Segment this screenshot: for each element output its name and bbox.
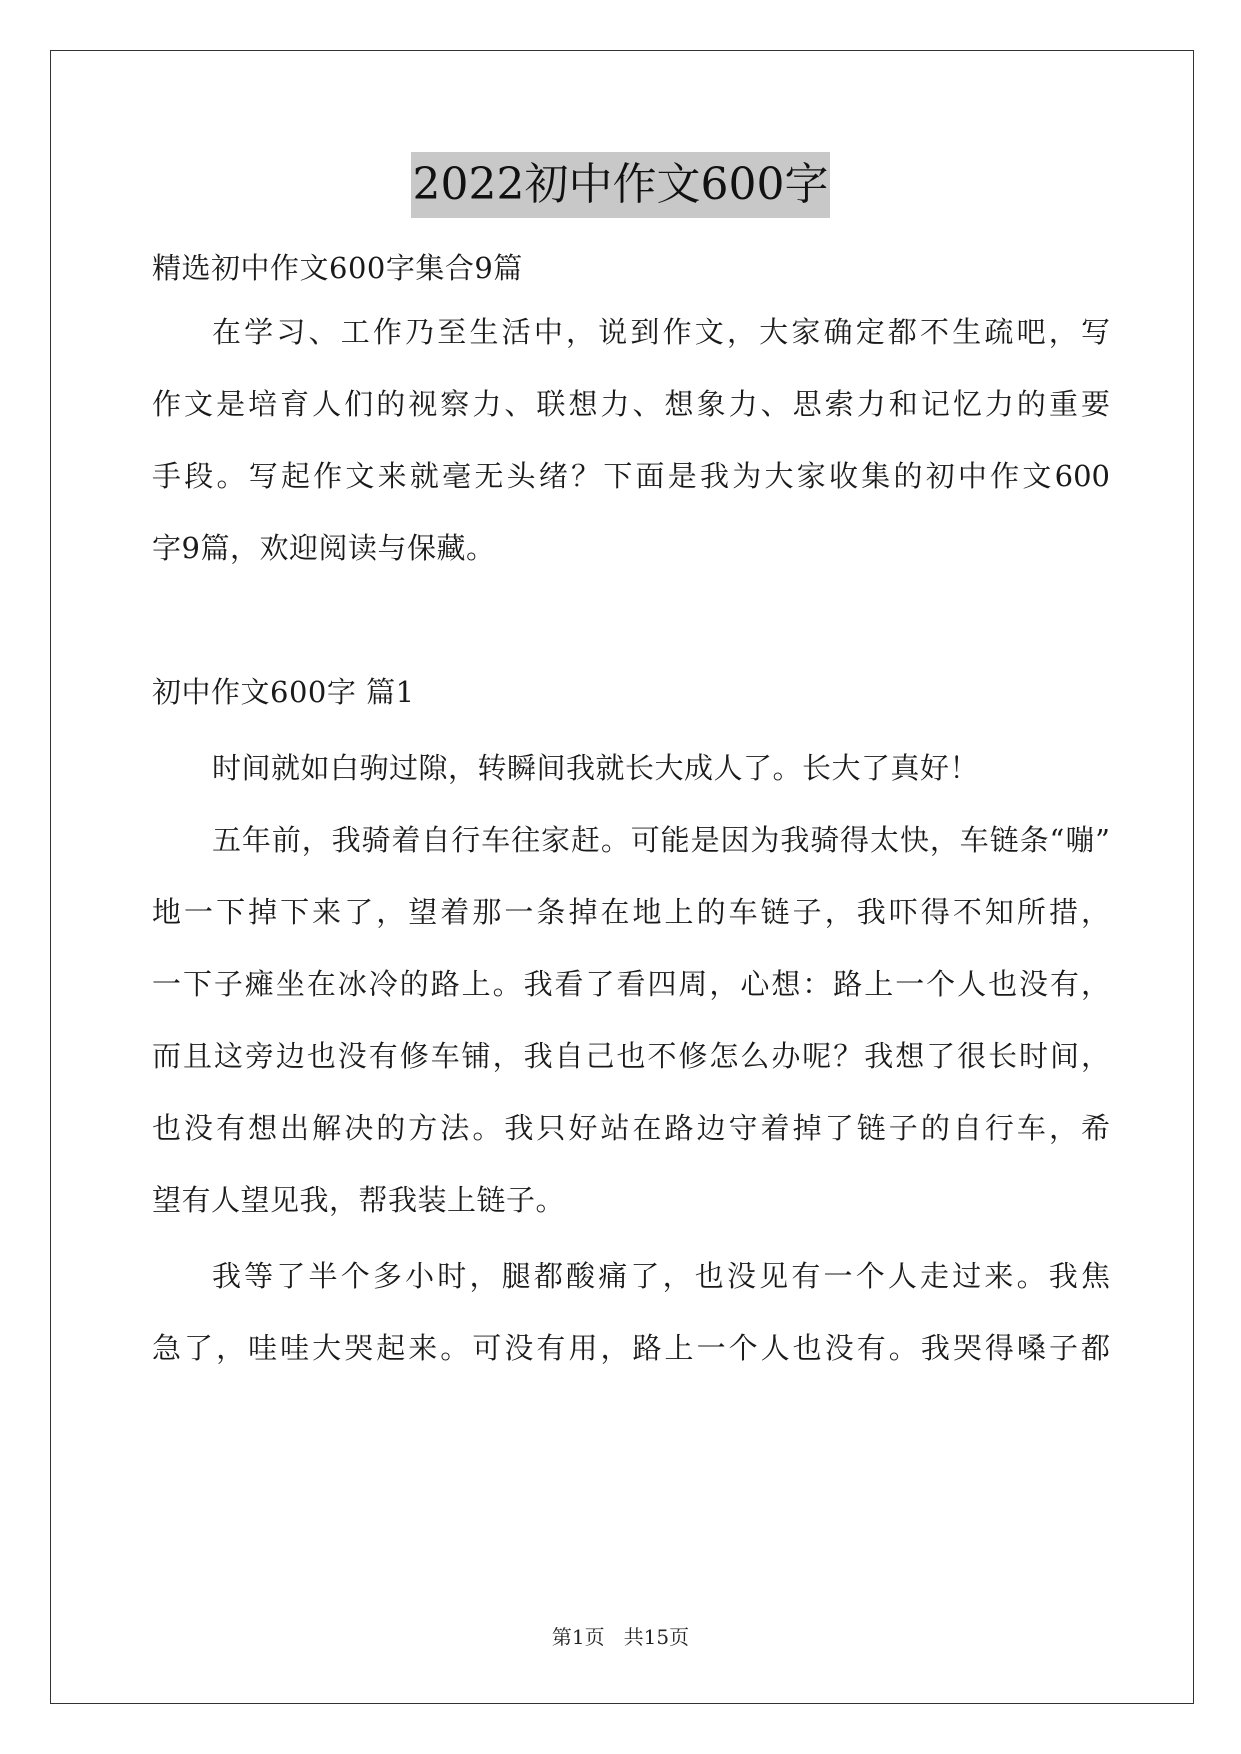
page-border: [50, 50, 1194, 1704]
paragraph-line: 也没有想出解决的方法。我只好站在路边守着掉了链子的自行车，希: [152, 1111, 1110, 1145]
paragraph-line: 望有人望见我，帮我装上链子。: [152, 1183, 566, 1217]
document-title: 2022初中作文600字: [411, 152, 831, 218]
intro-line: 在学习、工作乃至生活中，说到作文，大家确定都不生疏吧，写: [212, 315, 1110, 349]
page-number: 第1页 共15页: [551, 1625, 690, 1649]
paragraph-line: 我等了半个多小时，腿都酸痛了，也没见有一个人走过来。我焦: [212, 1259, 1110, 1293]
paragraph-line: 急了，哇哇大哭起来。可没有用，路上一个人也没有。我哭得嗓子都: [152, 1331, 1110, 1365]
paragraph-line: 一下子瘫坐在冰冷的路上。我看了看四周，心想：路上一个人也没有，: [152, 967, 1110, 1001]
subtitle: 精选初中作文600字集合9篇: [152, 251, 523, 285]
intro-line: 手段。写起作文来就毫无头绪？下面是我为大家收集的初中作文600: [152, 459, 1110, 493]
paragraph-line: 而且这旁边也没有修车铺，我自己也不修怎么办呢？我想了很长时间，: [152, 1039, 1110, 1073]
title-block: [0, 152, 1241, 218]
section-heading: 初中作文600字 篇1: [152, 675, 415, 709]
paragraph-line: 五年前，我骑着自行车往家赶。可能是因为我骑得太快，车链条“嘣”: [212, 823, 1110, 857]
paragraph-line: 时间就如白驹过隙，转瞬间我就长大成人了。长大了真好！: [212, 751, 980, 785]
paragraph-line: 地一下掉下来了，望着那一条掉在地上的车链子，我吓得不知所措，: [152, 895, 1110, 929]
intro-line: 字9篇，欢迎阅读与保藏。: [152, 531, 496, 565]
intro-line: 作文是培育人们的视察力、联想力、想象力、思索力和记忆力的重要: [152, 387, 1110, 421]
